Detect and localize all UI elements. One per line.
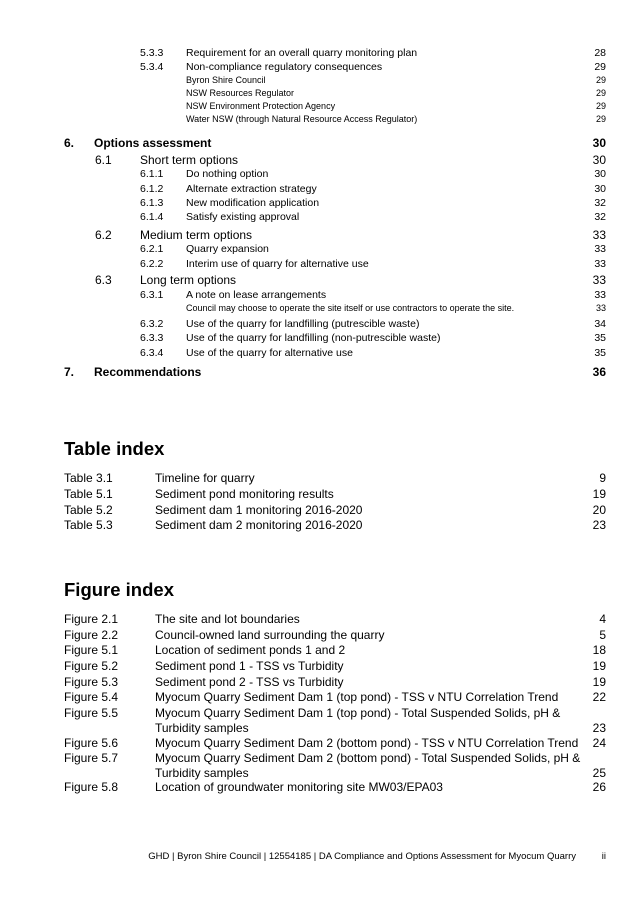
footer-text: GHD | Byron Shire Council | 12554185 | DA Compliance and Options Assessment for Myocum Quarry <box>148 851 576 862</box>
toc-entry-page: 30 <box>594 168 606 180</box>
toc-entry-page: 36 <box>592 365 606 379</box>
figure-index-entry-ref: Figure 2.2 <box>64 628 119 642</box>
toc-entry-page: 33 <box>594 258 606 270</box>
toc-entry-number: 6.1.1 <box>140 168 164 180</box>
toc-entry-page: 35 <box>594 332 606 344</box>
table-index-entry-page: 19 <box>592 487 606 501</box>
figure-index-entry-title-continued: Turbidity samples <box>155 721 249 735</box>
toc-entry-label: Medium term options <box>140 228 253 242</box>
toc-entry-page: 32 <box>594 197 606 209</box>
toc-entry-label: Interim use of quarry for alternative use <box>186 258 369 270</box>
table-index-entry-title: Timeline for quarry <box>155 471 255 485</box>
toc-entry-label: NSW Resources Regulator <box>186 88 295 98</box>
footer-page-number: ii <box>601 851 606 862</box>
figure-index-entry-page: 24 <box>592 736 606 750</box>
figure-index-entry-title: Location of groundwater monitoring site MW03/EPA03 <box>155 780 443 794</box>
toc-entry-number: 6.3.4 <box>140 347 164 359</box>
figure-index-entry-title: Sediment pond 2 - TSS vs Turbidity <box>155 675 344 689</box>
toc-entry-page: 33 <box>595 303 606 313</box>
toc-entry-page: 35 <box>594 347 606 359</box>
figure-index-entry-ref: Figure 5.2 <box>64 659 119 673</box>
toc-entry-label: Water NSW (through Natural Resource Access Regulator) <box>186 114 418 124</box>
toc-entry-page: 33 <box>592 228 606 242</box>
toc-entry-label: Do nothing option <box>186 168 269 180</box>
toc-entry-label: NSW Environment Protection Agency <box>186 101 336 111</box>
figure-index-entry-page: 4 <box>599 612 606 626</box>
toc-entry-page: 32 <box>594 211 606 223</box>
figure-index-entry-page: 19 <box>592 659 606 673</box>
toc-entry-page: 33 <box>594 289 606 301</box>
figure-index-entry-title-continued: Turbidity samples <box>155 766 249 780</box>
table-index-entry-ref: Table 3.1 <box>64 471 113 485</box>
toc-entry-label: Use of the quarry for landfilling (non-putrescible waste) <box>186 332 441 344</box>
table-index-entry-ref: Table 5.2 <box>64 503 113 517</box>
figure-index-entry-title: Sediment pond 1 - TSS vs Turbidity <box>155 659 344 673</box>
toc-entry-page: 33 <box>592 273 606 287</box>
figure-index-entry-page: 26 <box>592 780 606 794</box>
figure-index-entry-ref: Figure 5.4 <box>64 690 119 704</box>
toc-entry-number: 6.2 <box>95 228 112 242</box>
toc-entry-number: 5.3.3 <box>140 47 164 59</box>
figure-index-entry-page: 25 <box>592 766 606 780</box>
figure-index-entry-ref: Figure 5.8 <box>64 780 119 794</box>
toc-entry-page: 29 <box>594 61 606 73</box>
figure-index-entry-page: 22 <box>592 690 606 704</box>
toc-entry-label: A note on lease arrangements <box>186 289 327 301</box>
table-index-entry-page: 23 <box>592 518 606 532</box>
toc-entry-label: Requirement for an overall quarry monitoring plan <box>186 47 418 59</box>
toc-entry-page: 30 <box>592 136 606 150</box>
figure-index-entry-page: 5 <box>599 628 606 642</box>
table-index-entry-ref: Table 5.3 <box>64 518 113 532</box>
table-index-entry-page: 20 <box>592 503 606 517</box>
table-index-entry-title: Sediment dam 2 monitoring 2016-2020 <box>155 518 363 532</box>
toc-entry-number: 6.1.2 <box>140 183 164 195</box>
toc-entry-label: Non-compliance regulatory consequences <box>186 61 383 73</box>
figure-index-entry-ref: Figure 5.3 <box>64 675 119 689</box>
figure-index-entry-ref: Figure 5.1 <box>64 643 119 657</box>
toc-entry-label: Quarry expansion <box>186 243 269 255</box>
toc-entry-number: 6.1 <box>95 153 112 167</box>
toc-entry-page: 33 <box>594 243 606 255</box>
toc-entry-label: Satisfy existing approval <box>186 211 300 223</box>
figure-index-entry-page: 23 <box>592 721 606 735</box>
toc-entry-number: 6.2.2 <box>140 258 164 270</box>
toc-entry-number: 6.1.4 <box>140 211 164 223</box>
toc-entry-label: Use of the quarry for alternative use <box>186 347 353 359</box>
toc-entry-page: 30 <box>594 183 606 195</box>
toc-entry-page: 29 <box>595 75 606 85</box>
table-index-entry-page: 9 <box>599 471 606 485</box>
figure-index-entry-ref: Figure 5.5 <box>64 706 119 720</box>
toc-entry-page: 34 <box>594 318 606 330</box>
figure-index-entry-title: Council-owned land surrounding the quarry <box>155 628 385 642</box>
toc-entry-label: Council may choose to operate the site itself or use contractors to operate the site. <box>186 303 515 313</box>
figure-index-entry-title: Myocum Quarry Sediment Dam 1 (top pond) - TSS v NTU Correlation Trend <box>155 690 559 704</box>
figure-index-entry-ref: Figure 5.6 <box>64 736 119 750</box>
figure-index-entry-title: The site and lot boundaries <box>155 612 300 626</box>
toc-entry-label: Short term options <box>140 153 239 167</box>
figure-index-entry-title: Myocum Quarry Sediment Dam 1 (top pond) - Total Suspended Solids, pH & <box>155 706 561 720</box>
toc-entry-label: Options assessment <box>94 136 212 150</box>
toc-entry-page: 30 <box>592 153 606 167</box>
figure-index-entry-page: 18 <box>592 643 606 657</box>
table-index-entry-title: Sediment dam 1 monitoring 2016-2020 <box>155 503 363 517</box>
toc-entry-number: 6.3.2 <box>140 318 164 330</box>
toc-entry-number: 6.3.1 <box>140 289 164 301</box>
toc-entry-number: 7. <box>64 365 75 379</box>
table-index-heading: Table index <box>64 438 165 459</box>
toc-entry-label: Long term options <box>140 273 237 287</box>
toc-entry-page: 28 <box>594 47 606 59</box>
figure-index-entry-title: Myocum Quarry Sediment Dam 2 (bottom pond) - Total Suspended Solids, pH & <box>155 751 581 765</box>
toc-entry-label: Byron Shire Council <box>186 75 266 85</box>
toc-entry-label: Recommendations <box>94 365 202 379</box>
toc-entry-page: 29 <box>595 101 606 111</box>
toc-entry-label: Use of the quarry for landfilling (putrescible waste) <box>186 318 420 330</box>
toc-entry-number: 6.1.3 <box>140 197 164 209</box>
figure-index-entry-title: Myocum Quarry Sediment Dam 2 (bottom pond) - TSS v NTU Correlation Trend <box>155 736 579 750</box>
figure-index-heading: Figure index <box>64 579 174 600</box>
toc-entry-page: 29 <box>595 114 606 124</box>
toc-entry-page: 29 <box>595 88 606 98</box>
table-index-entry-ref: Table 5.1 <box>64 487 113 501</box>
table-index-entry-title: Sediment pond monitoring results <box>155 487 334 501</box>
figure-index-entry-page: 19 <box>592 675 606 689</box>
toc-entry-number: 6.2.1 <box>140 243 164 255</box>
toc-entry-number: 6.3 <box>95 273 112 287</box>
toc-entry-number: 6. <box>64 136 75 150</box>
figure-index-entry-title: Location of sediment ponds 1 and 2 <box>155 643 346 657</box>
toc-entry-label: Alternate extraction strategy <box>186 183 317 195</box>
toc-entry-label: New modification application <box>186 197 320 209</box>
toc-entry-number: 6.3.3 <box>140 332 164 344</box>
figure-index-entry-ref: Figure 5.7 <box>64 751 119 765</box>
figure-index-entry-ref: Figure 2.1 <box>64 612 119 626</box>
toc-entry-number: 5.3.4 <box>140 61 164 73</box>
